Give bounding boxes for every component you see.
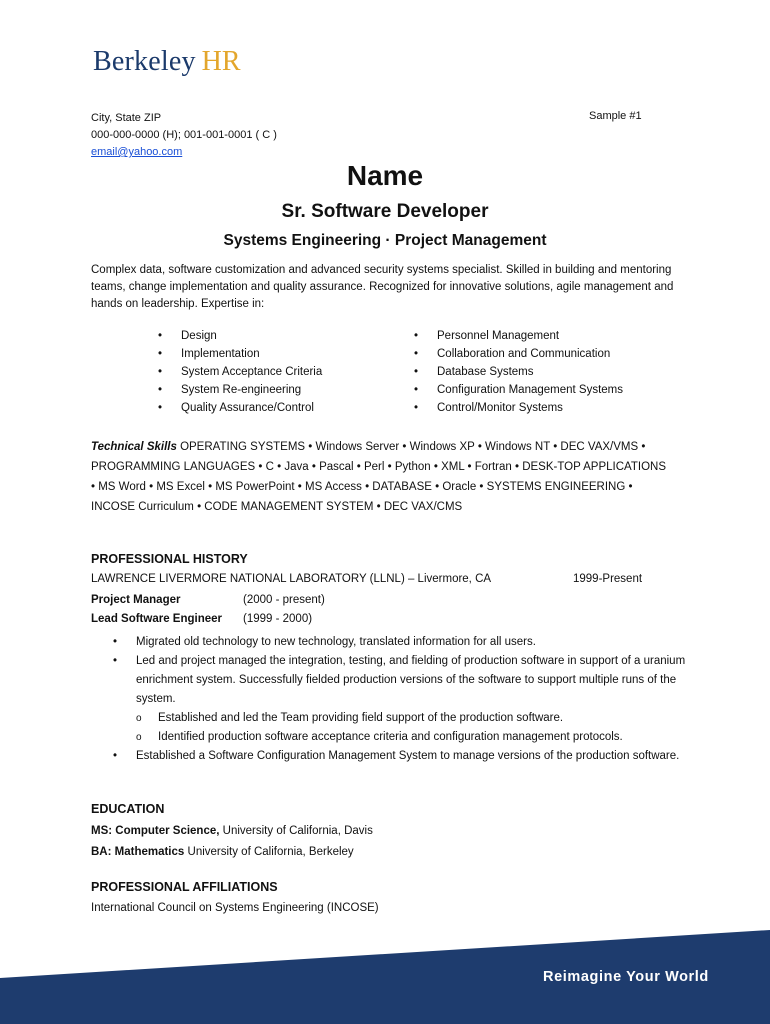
phone-numbers: 000-000-0000 (H); 001-001-0001 ( C )	[91, 129, 277, 141]
list-item	[113, 652, 688, 747]
list-item: • Database Systems	[414, 363, 623, 381]
list-item: • Collaboration and Communication	[414, 345, 623, 363]
email-link[interactable]: email@yahoo.com	[91, 146, 183, 158]
list-item: o Identified production software acceptance criteria and configuration management protocols.	[136, 728, 688, 747]
role-title: Project Manager	[91, 594, 181, 606]
school-name: University of California, Berkeley	[184, 846, 354, 858]
bullet-text: Led and project managed the integration, testing, and fielding of production software in support of a uranium enrichment system. Successfully fielded production versions of the software to support multiple runs of the system.	[136, 655, 686, 705]
affiliations-heading: PROFESSIONAL AFFILIATIONS	[91, 880, 278, 894]
school-name: University of California, Davis	[219, 825, 373, 837]
list-item: • System Acceptance Criteria	[158, 363, 322, 381]
employment-years: 1999-Present	[573, 573, 643, 585]
list-item: o Established and led the Team providing field support of the production software.	[136, 709, 688, 728]
technical-skills-text: OPERATING SYSTEMS • Windows Server • Windows XP • Windows NT • DEC VAX/VMS • PROGRAMMING LANGUAGES • C • Java • Pascal • Perl • Python • XML • Fortran • DESK-TOP APPLICATIONS • MS Word • MS Excel • MS PowerPoint • MS Access • DATABASE • Oracle • SYSTEMS ENGINEERING • INCOSE Curriculum • CODE MANAGEMENT SYSTEM • DEC VAX/CMS	[91, 441, 666, 513]
city-state: City, State ZIP	[91, 112, 162, 124]
list-item: • Control/Monitor Systems	[414, 399, 623, 417]
role-title: Lead Software Engineer	[91, 613, 223, 625]
degree-entry	[91, 846, 354, 858]
role-dates: (1999 - 2000)	[243, 613, 313, 625]
sub-list	[136, 709, 688, 747]
specialty-subtitle: Systems Engineering · Project Management	[223, 232, 547, 249]
list-item: • Quality Assurance/Control	[158, 399, 322, 417]
degree-entry	[91, 825, 373, 837]
list-item	[113, 747, 688, 766]
sample-number: Sample #1	[589, 110, 642, 122]
expertise-list-right	[414, 327, 623, 417]
list-item: • Personnel Management	[414, 327, 623, 345]
bullet-text: Migrated old technology to new technology, translated information for all users.	[136, 636, 536, 648]
expertise-list-left	[158, 327, 322, 417]
berkeley-hr-logo	[93, 46, 241, 80]
degree-name: MS: Computer Science,	[91, 825, 220, 837]
bullet-text: Established a Software Configuration Management System to manage versions of the production software.	[136, 750, 680, 762]
technical-skills-label: Technical Skills	[91, 441, 177, 453]
footer-tagline: Reimagine Your World	[543, 969, 709, 985]
list-item	[113, 633, 688, 652]
list-item: • System Re-engineering	[158, 381, 322, 399]
accomplishment-list	[113, 633, 688, 766]
list-item: • Implementation	[158, 345, 322, 363]
education-heading: EDUCATION	[91, 802, 165, 816]
summary-paragraph: Complex data, software customization and advanced security systems specialist. Skilled in building and mentoring teams, change implementation and quality assurance. Recognized for innovative solutions, agile management and hands on leadership. Expertise in:	[91, 264, 674, 310]
logo-berkeley-text: Berkeley	[93, 46, 196, 77]
contact-block	[91, 110, 277, 161]
role-dates: (2000 - present)	[243, 594, 325, 606]
technical-skills	[91, 437, 671, 517]
affiliation-item: International Council on Systems Engineering (INCOSE)	[91, 902, 379, 914]
job-title: Sr. Software Developer	[281, 201, 489, 222]
logo-hr-text: HR	[201, 46, 241, 77]
list-item: • Configuration Management Systems	[414, 381, 623, 399]
list-item: • Design	[158, 327, 322, 345]
candidate-name: Name	[346, 160, 424, 191]
professional-history-heading: PROFESSIONAL HISTORY	[91, 552, 248, 566]
degree-name: BA: Mathematics	[91, 846, 185, 858]
employer-name: LAWRENCE LIVERMORE NATIONAL LABORATORY (LLNL) – Livermore, CA	[91, 573, 492, 585]
